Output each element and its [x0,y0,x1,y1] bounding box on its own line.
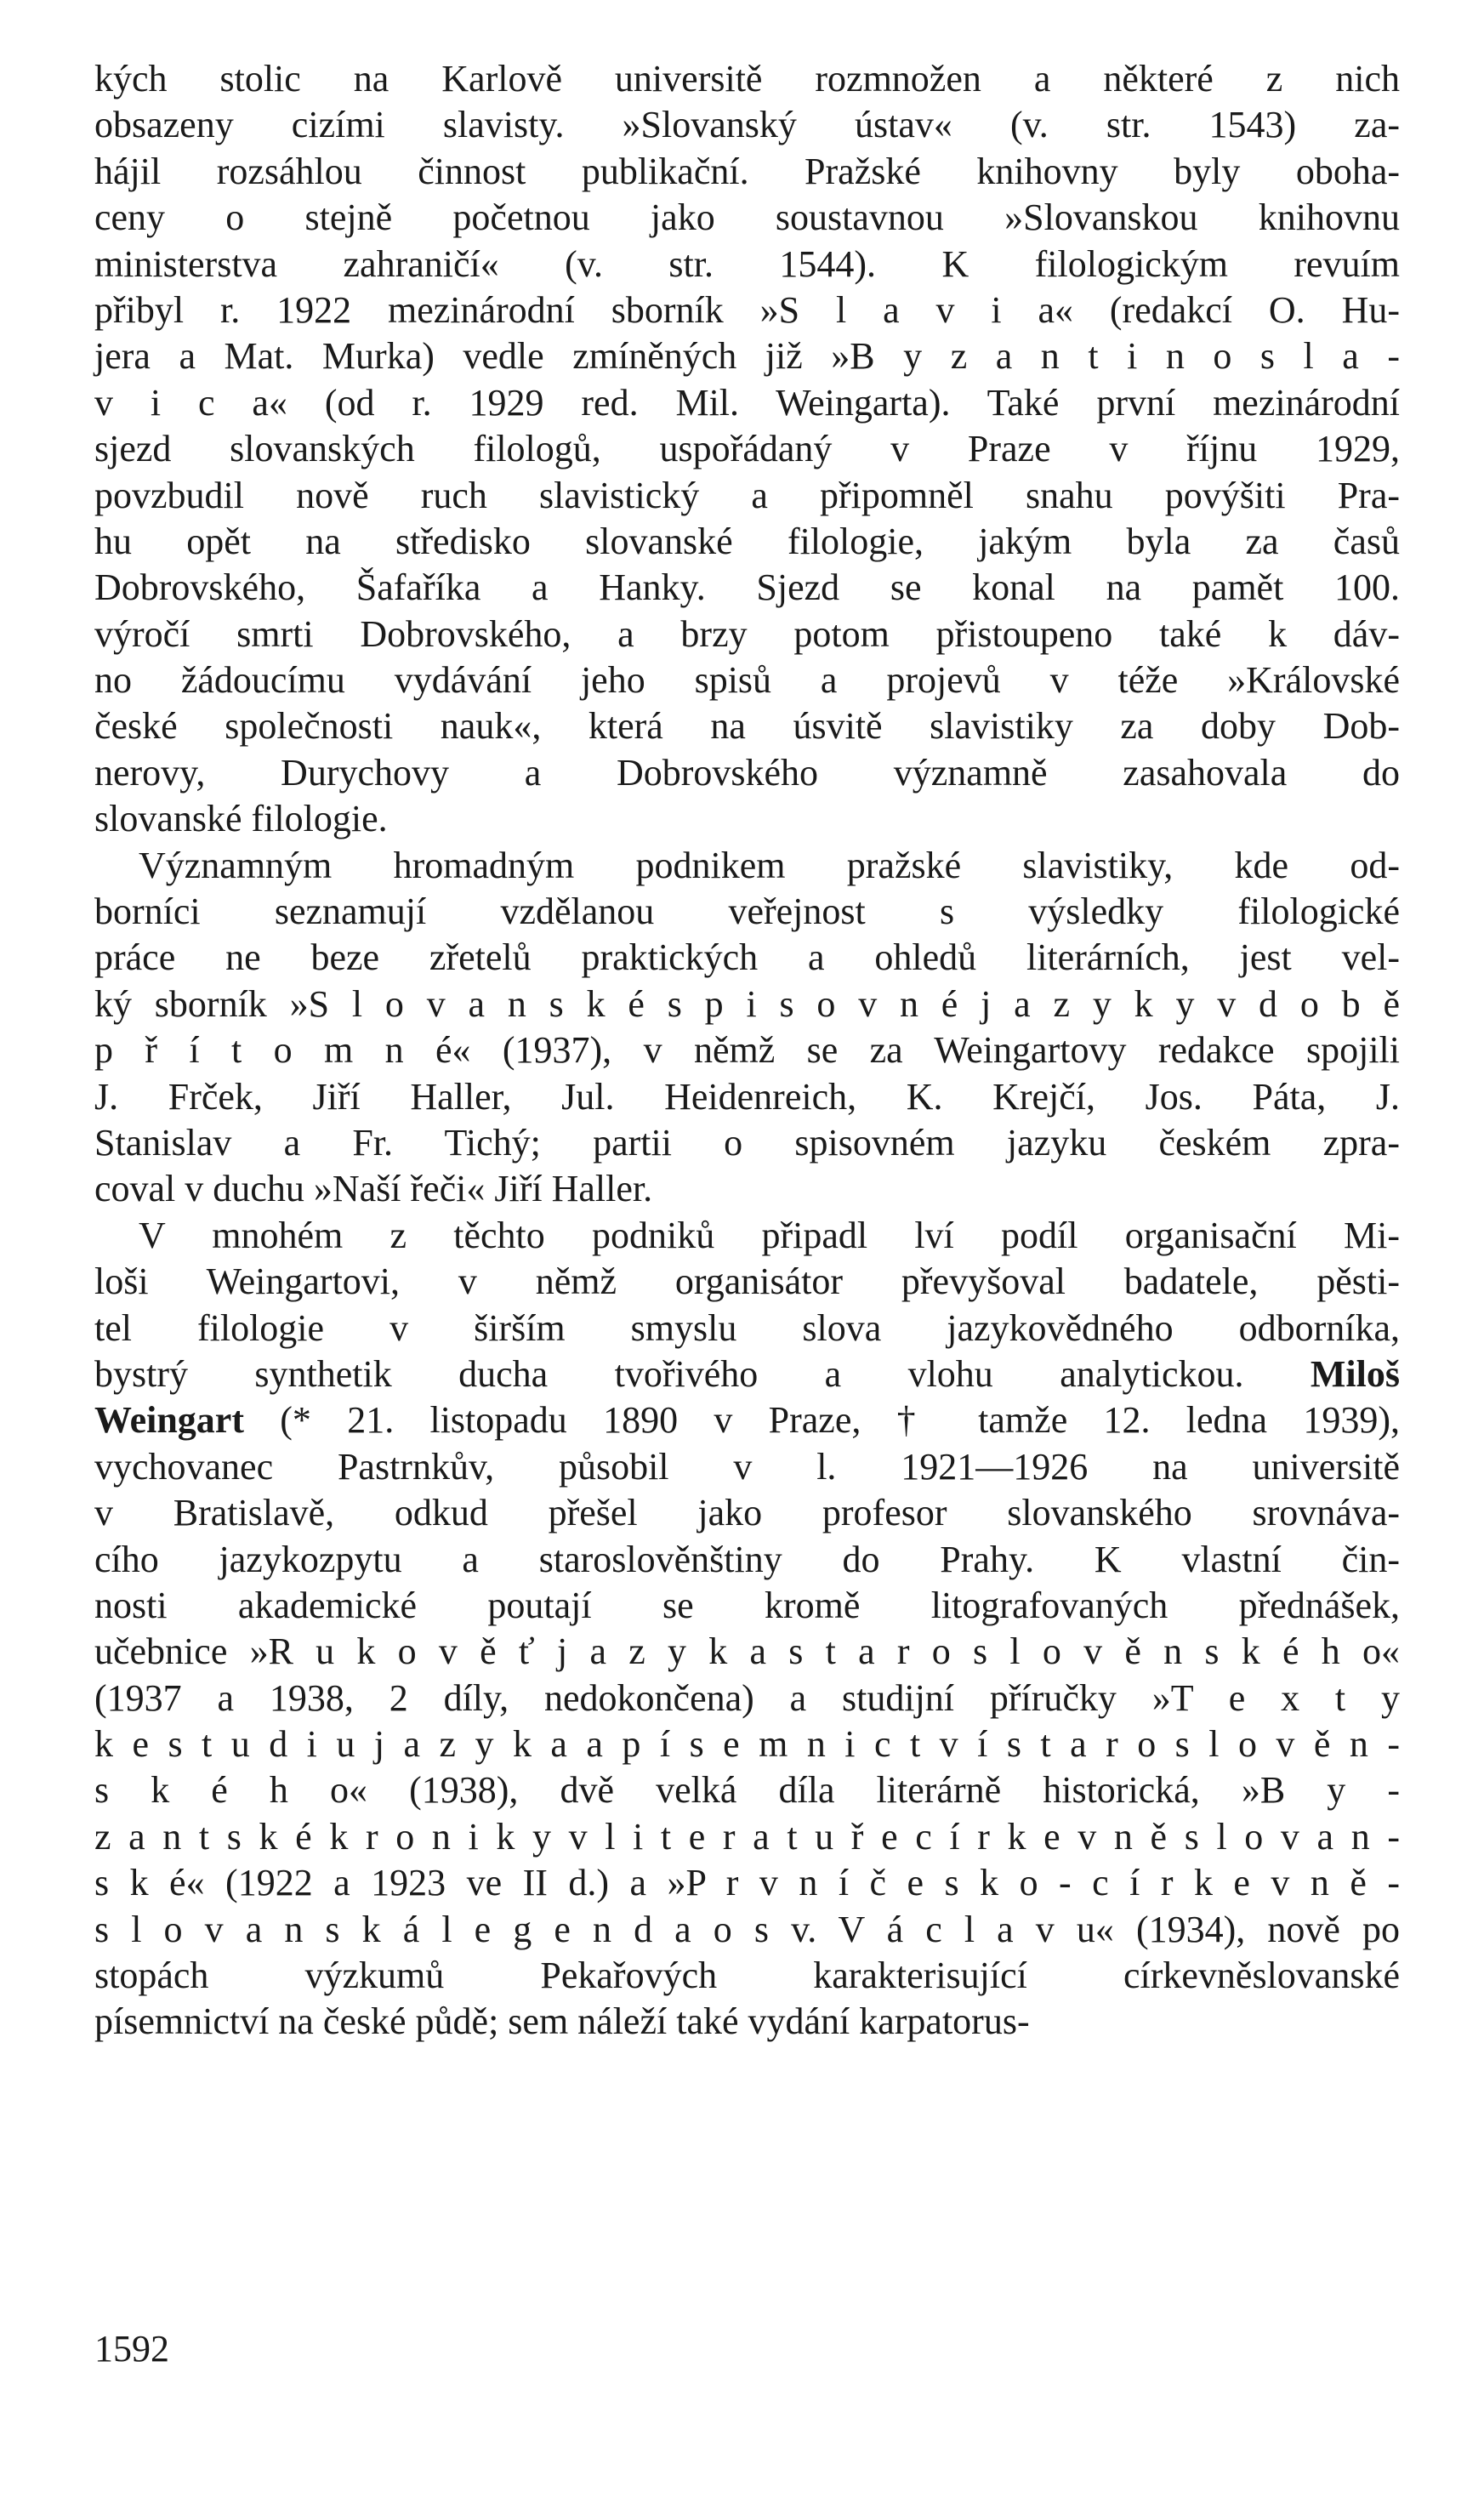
text-line: povzbudil nově ruch slavistický a připomněl snahu povýšiti Pra- [94,474,1400,516]
text-line: písemnictví na české půdě; sem náleží také vydání karpatorus- [94,2000,1030,2043]
text-line: v i c a« (od r. 1929 red. Mil. Weingarta). Také první mezinárodní [94,381,1400,424]
text-line: slovanské filologie. [94,798,388,840]
text-line: nosti akademické poutají se kromě litografovaných přednášek, [94,1584,1400,1626]
text-line: cího jazykozpytu a staroslověnštiny do Prahy. K vlastní čin- [94,1538,1400,1580]
text-line: stopách výzkumů Pekařových karakterisující církevněslovanské [94,1955,1400,1997]
text-line: české společnosti nauk«, která na úsvitě slavistiky za doby Dob- [94,705,1400,748]
text-line: p ř í t o m n é« (1937), v němž se za Weingartovy redakce spojili [94,1029,1400,1072]
bold-name: Weingart [94,1399,244,1442]
text-line: nerovy, Durychovy a Dobrovského významně zasahovala do [94,751,1400,794]
text-line: práce ne beze zřetelů praktických a ohledů literárních, jest vel- [94,936,1400,979]
text-line: Významným hromadným podnikem pražské slavistiky, kde od- [139,844,1400,886]
text-line: loši Weingartovi, v němž organisátor převyšoval badatele, pěsti- [94,1260,1400,1303]
text-line: (1937 a 1938, 2 díly, nedokončena) a studijní příručky »T e x t y [94,1676,1400,1719]
text-line: ministerstva zahraničí« (v. str. 1544). K filologickým revuím [94,242,1400,285]
text-line: borníci seznamují vzdělanou veřejnost s výsledky filologické [94,890,1400,933]
text-line: jera a Mat. Murka) vedle zmíněných již »B y z a n t i n o s l a - [94,335,1400,378]
text-line: z a n t s k é k r o n i k y v l i t e r a t u ř e c í r k e v n ě s l o v a n - [94,1815,1400,1858]
text-line: Stanislav a Fr. Tichý; partii o spisovném jazyku českém zpra- [94,1121,1400,1164]
text-line: výročí smrti Dobrovského, a brzy potom přistoupeno také k dáv- [94,612,1400,655]
text-line: bystrý synthetik ducha tvořivého a vlohu analytickou. Miloš [94,1352,1400,1395]
text-line: tel filologie v širším smyslu slova jazykovědného odborníka, [94,1306,1400,1349]
text-line: učebnice »R u k o v ě ť j a z y k a s t a r o s l o v ě n s k é h o« [94,1630,1400,1673]
text-line: vychovanec Pastrnkův, působil v l. 1921—1926 na universitě [94,1445,1400,1488]
page-number: 1592 [94,2328,169,2370]
text-line: ceny o stejně početnou jako soustavnou »Slovanskou knihovnu [94,196,1400,239]
bold-name: Miloš [1310,1352,1400,1395]
paragraph-slavic-institute [94,56,1400,843]
text-line: sjezd slovanských filologů, uspořádaný v Praze v říjnu 1929, [94,428,1400,470]
page-body [94,56,1400,2046]
text-line: coval v duchu »Naší řeči« Jiří Haller. [94,1168,653,1210]
text-line: no žádoucímu vydávání jeho spisů a projevů v téže »Královské [94,659,1400,702]
text-line: obsazeny cizími slavisty. »Slovanský ústav« (v. str. 1543) za- [94,104,1400,146]
text-line: s k é« (1922 a 1923 ve II d.) a »P r v n í č e s k o - c í r k e v n ě - [94,1862,1400,1904]
text-line: s l o v a n s k á l e g e n d a o s v. V á c l a v u« (1934), nově po [94,1908,1400,1950]
text-line: v Bratislavě, odkud přešel jako profesor slovanského srovnáva- [94,1492,1400,1534]
text-line: kých stolic na Karlově universitě rozmnožen a některé z nich [94,58,1400,100]
text-line: Weingart (* 21. listopadu 1890 v Praze, † tamže 12. ledna 1939), [94,1399,1400,1442]
text-line: hu opět na středisko slovanské filologie, jakým byla za časů [94,520,1400,562]
paragraph-anthology [94,843,1400,1213]
text-line: hájil rozsáhlou činnost publikační. Pražské knihovny byly oboha- [94,150,1400,192]
text-line: přibyl r. 1922 mezinárodní sborník »S l a v i a« (redakcí O. Hu- [94,288,1400,331]
paragraph-weingart [94,1213,1400,2046]
text-line: J. Frček, Jiří Haller, Jul. Heidenreich, K. Krejčí, Jos. Páta, J. [94,1075,1400,1118]
text-line: s k é h o« (1938), dvě velká díla literárně historická, »B y - [94,1769,1400,1812]
text-line: Dobrovského, Šafaříka a Hanky. Sjezd se konal na pamět 100. [94,566,1400,609]
text-line: V mnohém z těchto podniků připadl lví podíl organisační Mi- [139,1214,1400,1256]
text-line: k e s t u d i u j a z y k a a p í s e m n i c t v í s t a r o s l o v ě n - [94,1723,1400,1766]
text-line: ký sborník »S l o v a n s k é s p i s o v n é j a z y k y v d o b ě [94,982,1400,1025]
